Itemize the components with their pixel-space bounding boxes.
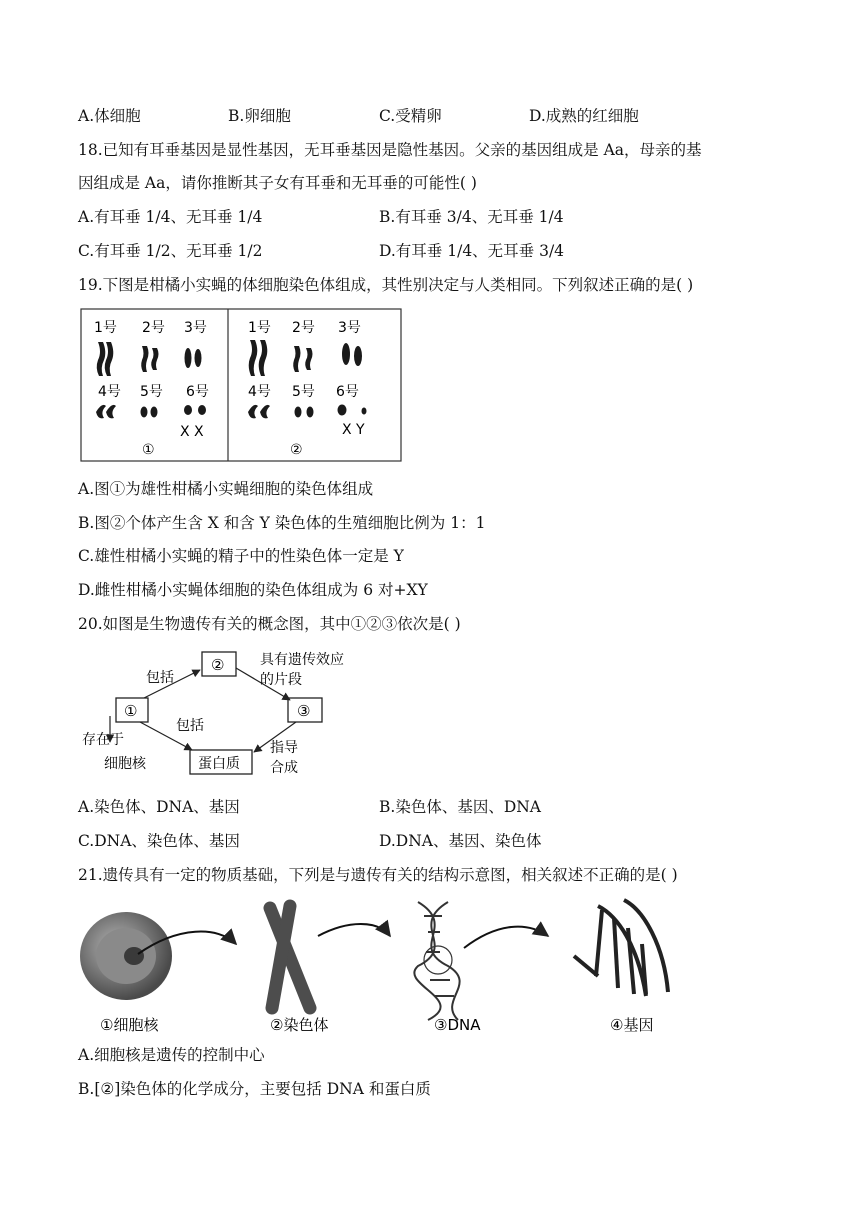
label-segment-1: 具有遗传效应 <box>260 652 344 668</box>
p2-sex-label: X Y <box>342 422 365 438</box>
concept-map <box>78 644 368 782</box>
p1-label-3: 3号 <box>184 320 207 336</box>
q20-option-c: C.DNA、染色体、基因 <box>78 832 240 850</box>
box-1-text: ① <box>124 702 138 720</box>
label-include-mid: 包括 <box>176 718 204 734</box>
label-include-top: 包括 <box>146 670 174 686</box>
q18-stem-line2: 因组成是 Aa，请你推断其子女有耳垂和无耳垂的可能性( ) <box>78 174 477 192</box>
q18-option-a: A.有耳垂 1/4、无耳垂 1/4 <box>78 208 263 226</box>
q18-option-b: B.有耳垂 3/4、无耳垂 1/4 <box>379 208 564 226</box>
q17-option-a: A.体细胞 <box>78 107 141 125</box>
cell-nucleus-icon <box>80 912 172 1000</box>
p1-label-6: 6号 <box>186 384 209 400</box>
q19-option-d: D.雌性柑橘小实蝇体细胞的染色体组成为 6 对+XY <box>78 581 428 599</box>
caption-gene: ④基因 <box>610 1016 654 1034</box>
q17-option-d: D.成熟的红细胞 <box>529 107 639 125</box>
p2-label-4: 4号 <box>248 384 271 400</box>
p1-label-5: 5号 <box>140 384 163 400</box>
q19-option-b: B.图②个体产生含 X 和含 Y 染色体的生殖细胞比例为 1：1 <box>78 514 486 532</box>
p2-label-1: 1号 <box>248 320 271 336</box>
q18-option-c: C.有耳垂 1/2、无耳垂 1/2 <box>78 242 263 260</box>
box-3-text: ③ <box>297 702 311 720</box>
p1-label-2: 2号 <box>142 320 165 336</box>
label-exist-1: 存在于 <box>82 732 124 748</box>
q17-option-c: C.受精卵 <box>379 107 442 125</box>
chromosome-icon <box>270 906 310 1008</box>
caption-dna: ③DNA <box>434 1016 481 1034</box>
p1-label-4: 4号 <box>98 384 121 400</box>
p1-label-1: 1号 <box>94 320 117 336</box>
label-exist-2: 细胞核 <box>104 756 146 772</box>
p2-label-3: 3号 <box>338 320 361 336</box>
dna-icon <box>414 902 459 1020</box>
label-guide-1: 指导 <box>270 740 298 756</box>
q20-stem: 20.如图是生物遗传有关的概念图，其中①②③依次是( ) <box>78 615 461 633</box>
p1-sex-label: X X <box>180 424 204 440</box>
q20-option-d: D.DNA、基因、染色体 <box>379 832 542 850</box>
label-guide-2: 合成 <box>270 760 298 776</box>
p2-label-5: 5号 <box>292 384 315 400</box>
p2-label-6: 6号 <box>336 384 359 400</box>
q21-option-b: B.[②]染色体的化学成分，主要包括 DNA 和蛋白质 <box>78 1080 431 1098</box>
q21-stem: 21.遗传具有一定的物质基础，下列是与遗传有关的结构示意图，相关叙述不正确的是( ) <box>78 866 678 884</box>
q20-option-a: A.染色体、DNA、基因 <box>78 798 240 816</box>
q18-stem-line1: 18.已知有耳垂基因是显性基因，无耳垂基因是隐性基因。父亲的基因组成是 Aa，母亲的基 <box>78 141 702 159</box>
gene-icon <box>574 900 668 996</box>
panel1-label: ① <box>142 442 155 458</box>
q18-option-d: D.有耳垂 1/4、无耳垂 3/4 <box>379 242 565 260</box>
chromosome-figure <box>80 308 402 462</box>
heredity-structure-figure <box>78 896 678 1036</box>
caption-chromosome: ②染色体 <box>270 1016 329 1034</box>
q21-option-a: A.细胞核是遗传的控制中心 <box>78 1046 265 1064</box>
q19-stem: 19.下图是柑橘小实蝇的体细胞染色体组成，其性别决定与人类相同。下列叙述正确的是( ) <box>78 276 694 294</box>
caption-nucleus: ①细胞核 <box>100 1016 159 1034</box>
q17-option-b: B.卵细胞 <box>228 107 291 125</box>
panel2-label: ② <box>290 442 303 458</box>
q20-option-b: B.染色体、基因、DNA <box>379 798 542 816</box>
box-4-text: 蛋白质 <box>198 756 240 772</box>
q19-option-a: A.图①为雄性柑橘小实蝇细胞的染色体组成 <box>78 480 374 498</box>
label-segment-2: 的片段 <box>260 672 302 688</box>
box-2-text: ② <box>211 656 225 674</box>
q19-option-c: C.雄性柑橘小实蝇的精子中的性染色体一定是 Y <box>78 547 404 565</box>
p2-label-2: 2号 <box>292 320 315 336</box>
